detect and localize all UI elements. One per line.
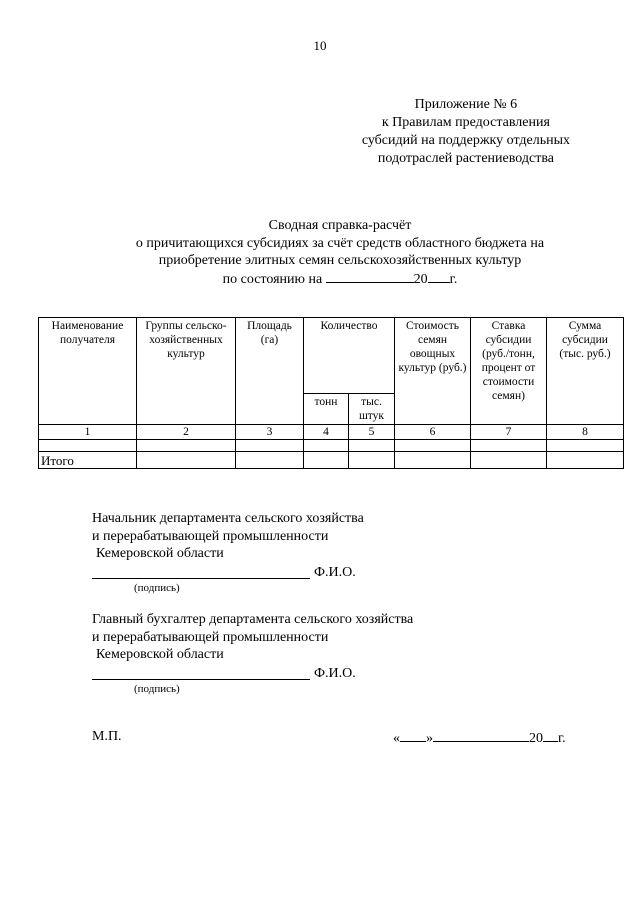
column-number: 1: [39, 425, 137, 440]
fio-label: Ф.И.О.: [314, 565, 356, 580]
header-cost: Стоимость семян овощных культур (руб.): [395, 318, 471, 425]
table-cell: [547, 440, 624, 452]
header-rate: Ставка субсидии (руб./тонн, процент от стоимости семян): [471, 318, 547, 425]
column-number: 7: [471, 425, 547, 440]
table-cell: [349, 452, 395, 469]
signer-title-line: и перерабатывающей промышленности: [92, 528, 329, 544]
table-row: [39, 440, 624, 452]
signature-caption: (подпись): [134, 682, 180, 695]
page-number: 10: [313, 38, 327, 53]
table-cell: [395, 452, 471, 469]
table-cell: [137, 452, 236, 469]
appendix-line: подотраслей растениеводства: [377, 151, 554, 166]
title-line: приобретение элитных семян сельскохозяйственных культур: [158, 253, 522, 268]
column-number: 4: [304, 425, 349, 440]
table-cell: [236, 440, 304, 452]
table-cell: [349, 440, 395, 452]
total-label: Итого: [39, 452, 137, 469]
signature-caption: (подпись): [134, 581, 180, 594]
stamp-label: М.П.: [92, 729, 122, 744]
table-cell: [236, 452, 304, 469]
title-line: Сводная справка-расчёт: [268, 218, 412, 233]
signer-title-line: Кемеровской области: [96, 647, 224, 662]
signature-line: [92, 578, 310, 579]
header-thousand-pcs: тыс. штук: [349, 394, 395, 425]
table-cell: [304, 440, 349, 452]
table-cell: [39, 440, 137, 452]
date-year-suffix: г.: [558, 731, 566, 746]
column-number: 3: [236, 425, 304, 440]
signature-date: [393, 729, 566, 747]
date-blank: [326, 270, 414, 283]
appendix-line: субсидий на поддержку отдельных: [361, 133, 570, 148]
total-row: [39, 452, 624, 469]
header-recipient: Наименование получателя: [39, 318, 137, 425]
signer-title-line: Главный бухгалтер департамента сельского хозяйства: [92, 612, 414, 627]
title-year-suffix: г.: [449, 271, 458, 287]
year-blank: [543, 729, 558, 742]
subsidy-table: [38, 317, 624, 469]
month-blank: [433, 729, 529, 742]
title-date-line: [0, 270, 640, 289]
title-year-prefix: 20: [413, 271, 428, 287]
table-cell: [137, 440, 236, 452]
signature-line-row: [92, 664, 413, 683]
title-line: о причитающихся субсидиях за счёт средств областного бюджета на: [135, 235, 545, 251]
column-number: 5: [349, 425, 395, 440]
table-cell: [471, 452, 547, 469]
header-tons: тонн: [304, 394, 349, 425]
table-cell: [547, 452, 624, 469]
table-cell: [395, 440, 471, 452]
column-number-row: [39, 425, 624, 440]
date-year-prefix: 20: [529, 731, 543, 746]
column-number: 8: [547, 425, 624, 440]
column-number: 2: [137, 425, 236, 440]
table-cell: [304, 452, 349, 469]
day-blank: [400, 729, 426, 742]
fio-label: Ф.И.О.: [314, 666, 356, 681]
date-open-quote: «: [393, 731, 400, 746]
year-blank: [428, 270, 450, 283]
signer-title-line: Кемеровской области: [96, 546, 224, 561]
signature-line: [92, 679, 310, 680]
appendix-line: к Правилам предоставления: [381, 115, 550, 130]
signature-block-head: [92, 510, 364, 595]
document-title: [0, 217, 640, 288]
signature-line-row: [92, 563, 364, 582]
signer-title-line: Начальник департамента сельского хозяйства: [92, 511, 364, 526]
date-close-quote: »: [426, 731, 433, 746]
signer-title-line: и перерабатывающей промышленности: [92, 629, 329, 645]
appendix-note: [362, 96, 570, 168]
column-number: 6: [395, 425, 471, 440]
header-sum: Сумма субсидии (тыс. руб.): [547, 318, 624, 425]
table-cell: [471, 440, 547, 452]
header-quantity: Количество: [304, 318, 395, 394]
title-date-prefix: по состоянию на: [222, 271, 323, 287]
appendix-line: Приложение № 6: [414, 97, 518, 112]
table-header-row: [39, 318, 624, 394]
header-crop-groups: Группы сельско-хозяйственных культур: [137, 318, 236, 425]
signature-block-accountant: [92, 611, 413, 696]
header-area: Площадь (га): [236, 318, 304, 425]
